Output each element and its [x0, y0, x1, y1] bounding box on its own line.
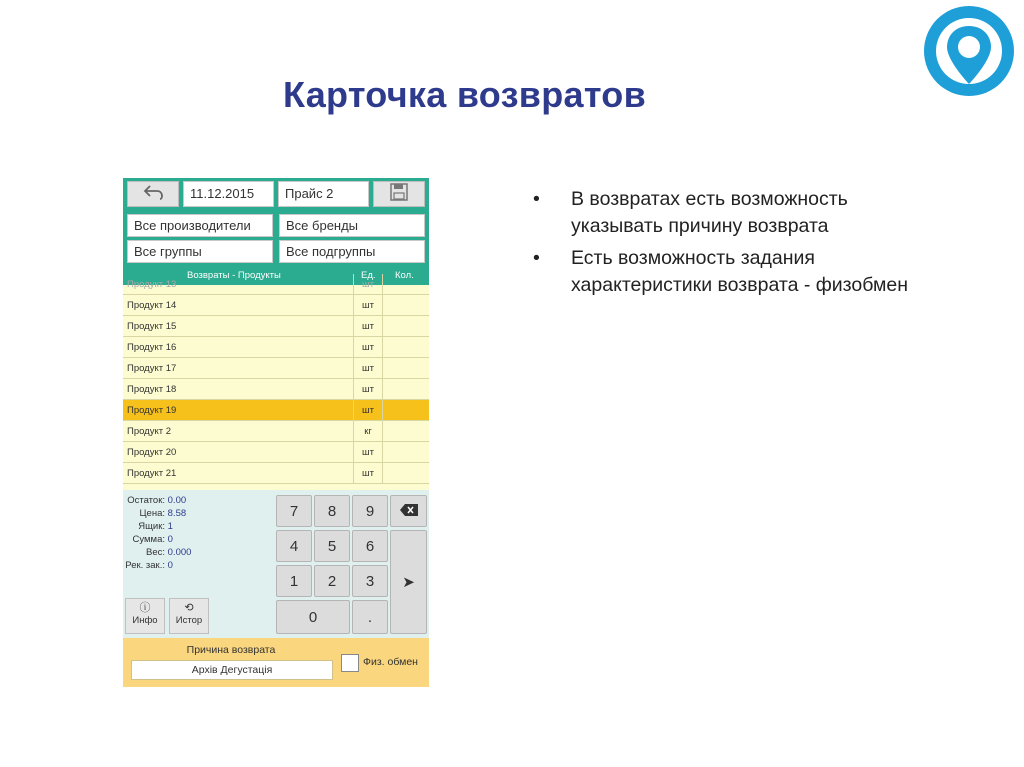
- enter-key[interactable]: [390, 530, 427, 634]
- key-dot[interactable]: .: [352, 600, 388, 634]
- table-row-selected[interactable]: Продукт 19 шт: [123, 400, 429, 421]
- manufacturer-filter[interactable]: Все производители: [127, 214, 273, 237]
- key-7[interactable]: 7: [276, 495, 312, 527]
- floppy-disk-icon: [390, 183, 408, 206]
- stat-box: Ящик: 1: [138, 521, 173, 532]
- table-row[interactable]: Продукт 2 кг: [123, 421, 429, 442]
- physical-exchange-checkbox[interactable]: [341, 654, 359, 672]
- table-row[interactable]: Продукт 16 шт: [123, 337, 429, 358]
- key-9[interactable]: 9: [352, 495, 388, 527]
- date-field[interactable]: 11.12.2015: [183, 181, 274, 207]
- bullet-list: [533, 186, 933, 304]
- stat-recommended-order: Рек. зак.: 0: [125, 560, 173, 571]
- qty-column-header: Кол.: [395, 270, 414, 281]
- app-header: [123, 178, 429, 286]
- return-reason-selector[interactable]: Архів Дегустація: [131, 660, 333, 680]
- entry-panel: [123, 490, 429, 638]
- bullet-item: • Есть возможность задания характеристики возврата - физобмен: [533, 247, 909, 296]
- location-pin-logo: [922, 4, 1016, 98]
- back-arrow-icon: [142, 184, 164, 205]
- stat-price: Цена: 8.58: [139, 508, 187, 519]
- price-selector[interactable]: Прайс 2: [278, 181, 369, 207]
- list-title: Возвраты - Продукты: [187, 270, 281, 281]
- key-3[interactable]: 3: [352, 565, 388, 597]
- key-0[interactable]: 0: [276, 600, 350, 634]
- table-row[interactable]: Продукт 13 шт: [123, 274, 429, 295]
- table-row[interactable]: Продукт 17 шт: [123, 358, 429, 379]
- table-row[interactable]: Продукт 15 шт: [123, 316, 429, 337]
- history-button[interactable]: ⟲ Истор: [169, 598, 209, 634]
- physical-exchange-label: Физ. обмен: [363, 656, 418, 668]
- group-filter[interactable]: Все группы: [127, 240, 273, 263]
- bullet-item: • В возвратах есть возможность указывать причину возврата: [533, 188, 848, 237]
- table-row[interactable]: Продукт 20 шт: [123, 442, 429, 463]
- brand-filter[interactable]: Все бренды: [279, 214, 425, 237]
- history-icon: ⟲: [184, 602, 194, 614]
- save-button[interactable]: [373, 181, 425, 207]
- product-list[interactable]: [123, 279, 429, 488]
- return-reason-panel: [123, 638, 429, 687]
- stat-weight: Вес: 0.000: [145, 547, 192, 558]
- key-4[interactable]: 4: [276, 530, 312, 562]
- subgroup-filter[interactable]: Все подгруппы: [279, 240, 425, 263]
- key-8[interactable]: 8: [314, 495, 350, 527]
- slide-title: Карточка возвратов: [283, 74, 647, 115]
- backspace-key[interactable]: [390, 495, 427, 527]
- key-1[interactable]: 1: [276, 565, 312, 597]
- returns-card-app: [123, 178, 429, 687]
- table-row[interactable]: Продукт 18 шт: [123, 379, 429, 400]
- table-row[interactable]: Продукт 21 шт: [123, 463, 429, 484]
- key-5[interactable]: 5: [314, 530, 350, 562]
- return-reason-label: Причина возврата: [186, 644, 276, 656]
- back-button[interactable]: [127, 181, 179, 207]
- info-button[interactable]: ⓘ Инфо: [125, 598, 165, 634]
- table-row[interactable]: Продукт 14 шт: [123, 295, 429, 316]
- key-6[interactable]: 6: [352, 530, 388, 562]
- stat-sum: Сумма: 0: [132, 534, 173, 545]
- key-2[interactable]: 2: [314, 565, 350, 597]
- stat-stock: Остаток: 0.00: [127, 495, 187, 506]
- unit-column-header: Ед.: [361, 270, 376, 281]
- enter-arrow-icon: ➤: [402, 574, 415, 591]
- backspace-icon: [400, 503, 418, 520]
- info-icon: ⓘ: [139, 602, 151, 614]
